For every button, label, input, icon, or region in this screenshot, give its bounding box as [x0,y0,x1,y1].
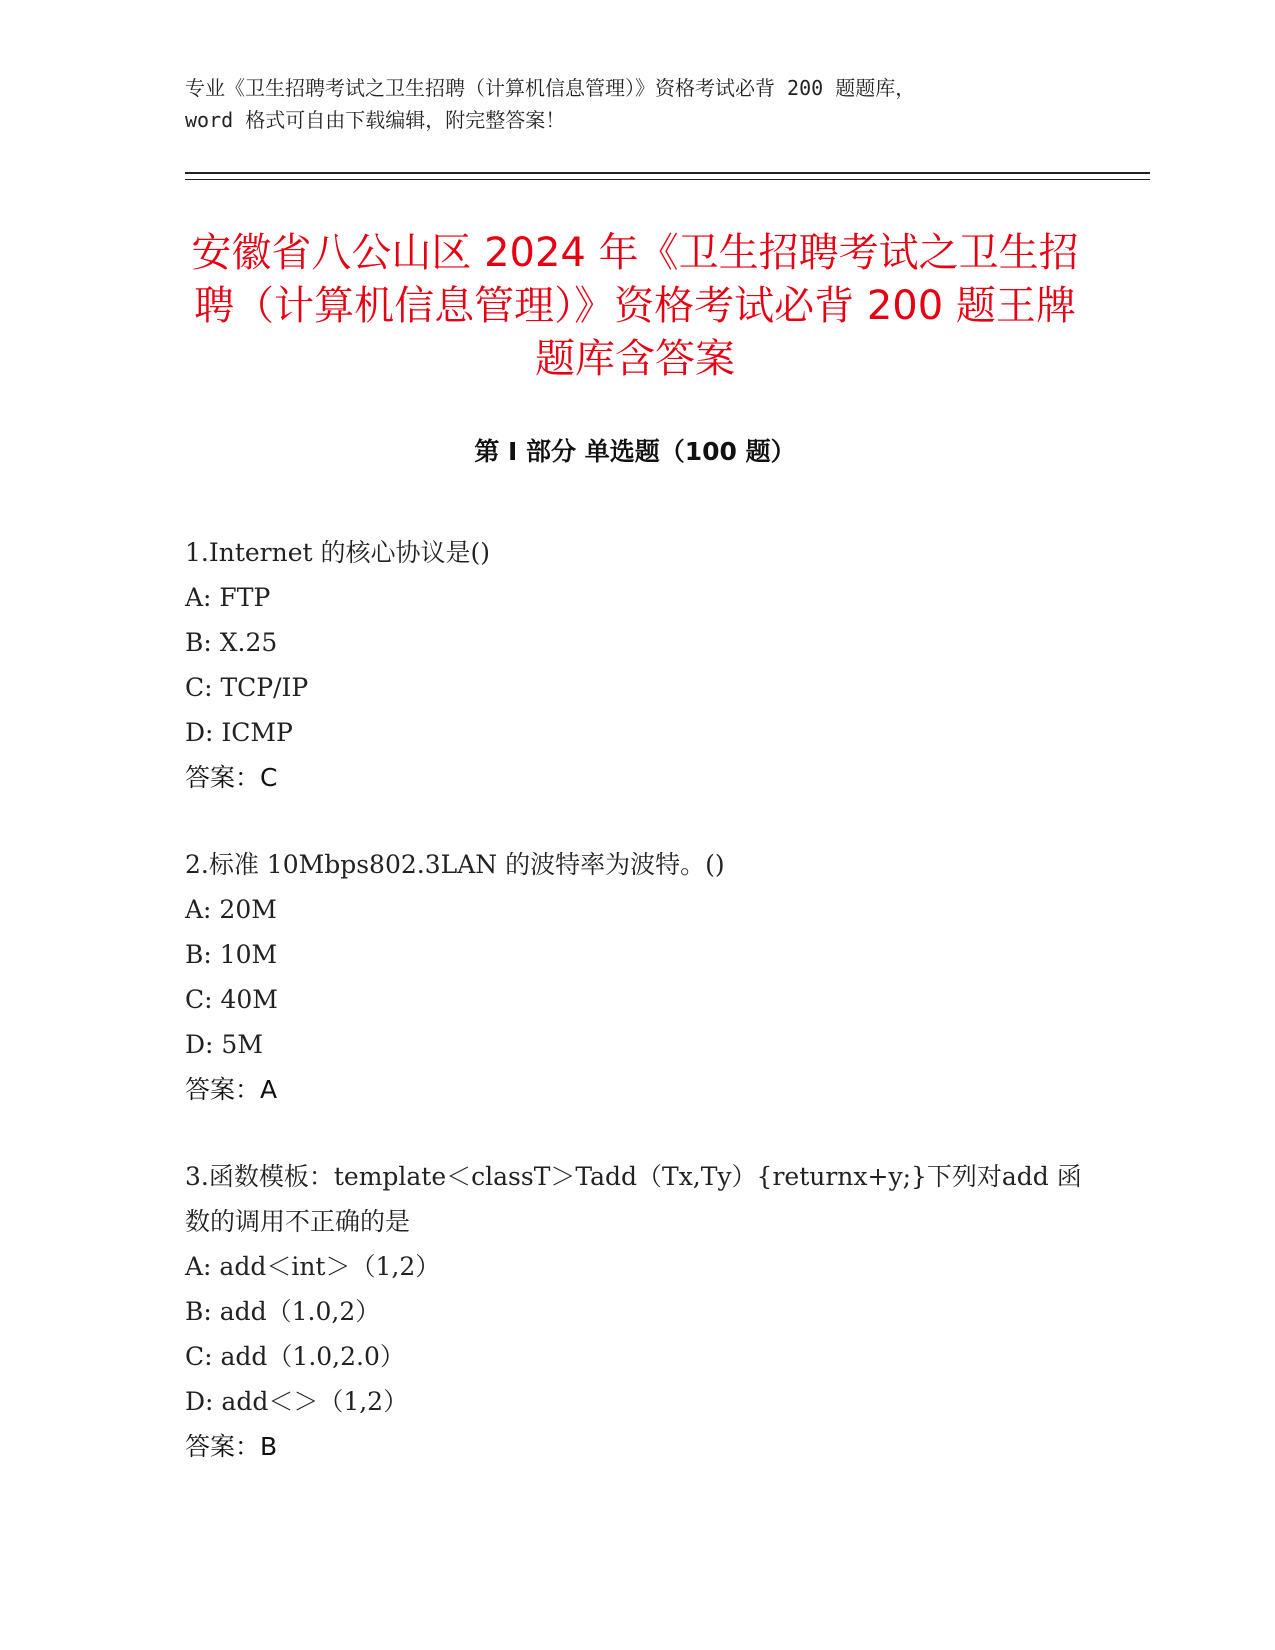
header-rule-thick [185,172,1150,174]
option-a: A: add＜int＞（1,2） [185,1252,441,1281]
option-c: C: TCP/IP [185,673,309,702]
answer: 答案：B [185,1432,278,1461]
document-title: 安徽省八公山区 2024 年《卫生招聘考试之卫生招聘（计算机信息管理）》资格考试必背 200 题王牌题库含答案 [191,230,1079,382]
question-2 [185,842,1085,1112]
answer: 答案：A [185,1075,278,1104]
section-title: 第 I 部分 单选题（100 题） [474,437,796,466]
question-3 [185,1154,1085,1469]
question-list [185,530,1085,1511]
question-stem: 2.标准 10Mbps802.3LAN 的波特率为波特。() [185,850,725,879]
question-stem: 1.Internet 的核心协议是() [185,538,491,567]
header-line-1: 专业《卫生招聘考试之卫生招聘（计算机信息管理）》资格考试必背 200 题题库， [185,76,916,100]
option-a: A: 20M [185,895,277,924]
header-note [185,72,1085,136]
option-d: D: ICMP [185,718,293,747]
header-rule-thin [185,179,1150,180]
option-b: B: 10M [185,940,278,969]
answer: 答案：C [185,763,278,792]
option-b: B: add（1.0,2） [185,1297,381,1326]
header-line-2: word 格式可自由下载编辑，附完整答案！ [185,108,566,132]
option-d: D: add＜＞（1,2） [185,1387,409,1416]
question-stem: 3.函数模板：template＜classT＞Tadd（Tx,Ty）{returnx+y;}下列对add 函数的调用不正确的是 [185,1162,1082,1236]
option-c: C: add（1.0,2.0） [185,1342,405,1371]
option-d: D: 5M [185,1030,263,1059]
option-a: A: FTP [185,583,271,612]
option-c: C: 40M [185,985,278,1014]
question-1 [185,530,1085,800]
option-b: B: X.25 [185,628,278,657]
